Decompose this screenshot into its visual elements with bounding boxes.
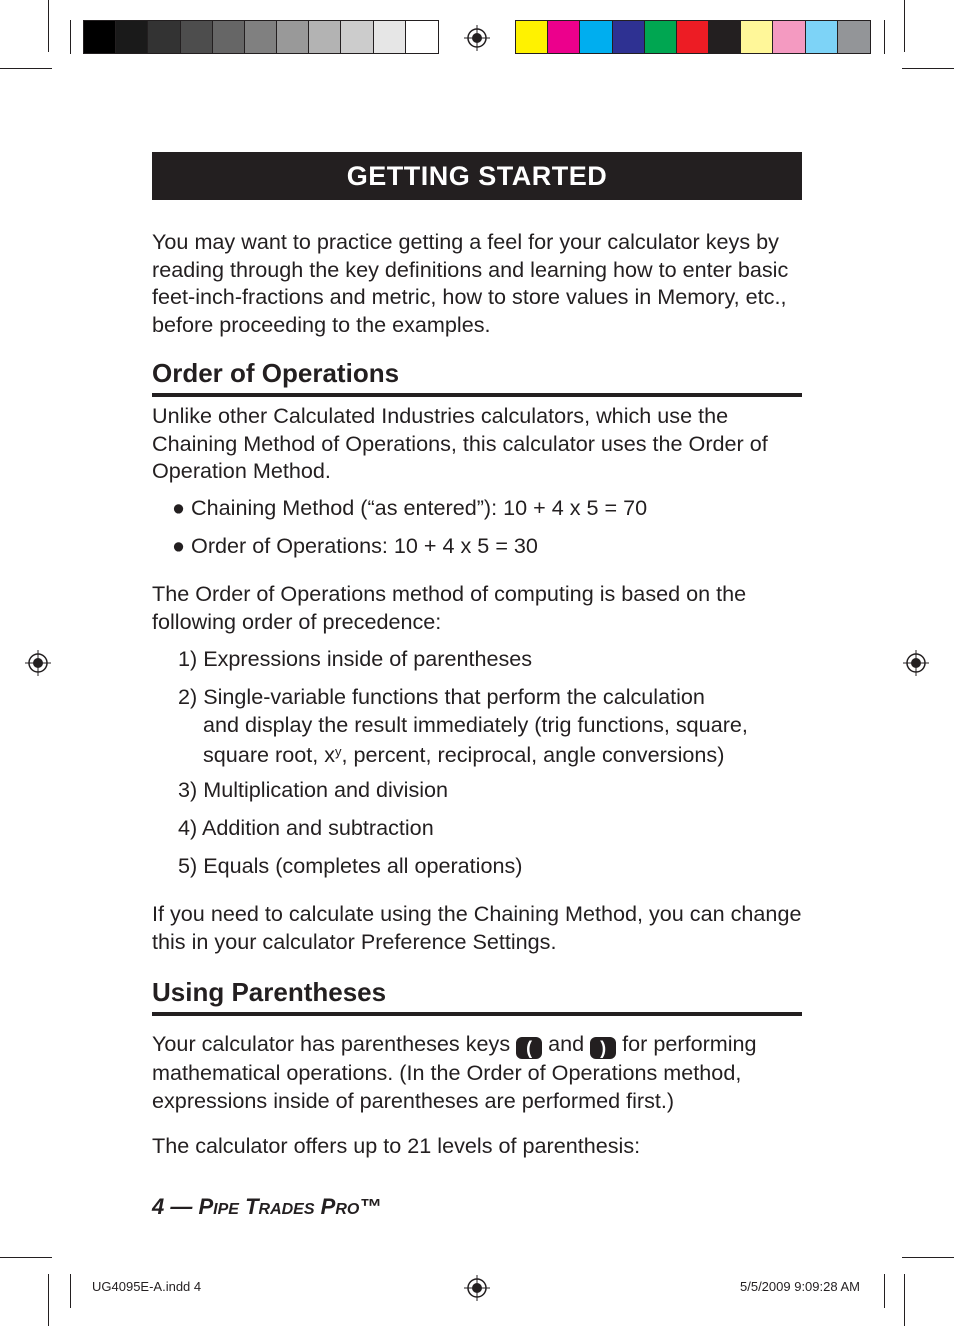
color-swatch: [838, 21, 870, 53]
section-banner: [152, 152, 802, 200]
precedence-item-5: 5) Equals (completes all operations): [178, 853, 523, 878]
crop-mark: [70, 20, 71, 54]
crop-mark: [0, 1257, 52, 1258]
color-swatch: [181, 21, 213, 53]
crop-mark: [70, 1274, 71, 1308]
precedence-item-4: 4) Addition and subtraction: [178, 815, 434, 840]
color-swatch: [309, 21, 341, 53]
color-swatch: [84, 21, 116, 53]
color-swatch: [213, 21, 245, 53]
open-paren-key-icon: (: [516, 1037, 542, 1059]
color-swatch: [709, 21, 741, 53]
parentheses-paragraph-2: The calculator offers up to 21 levels of parenthesis:: [152, 1133, 641, 1158]
using-parentheses-heading: Using Parentheses: [152, 977, 802, 1016]
bullet-order: ● Order of Operations: 10 + 4 x 5 = 30: [172, 533, 538, 558]
banner-title: GETTING STARTED: [346, 160, 608, 191]
color-swatch: [406, 21, 438, 53]
precedence-item-1: 1) Expressions inside of parentheses: [178, 646, 533, 671]
intro-paragraph: You may want to practice getting a feel for your calculator keys by reading through the key definitions and learning how to enter basic feet-inch-fractions and metric, how to store values in Memory, etc., before proceeding to the examples.: [152, 229, 789, 337]
crop-mark: [902, 1257, 954, 1258]
bullet-chaining: ● Chaining Method (“as entered”): 10 + 4 x 5 = 70: [172, 495, 648, 520]
color-swatch: [806, 21, 838, 53]
crop-mark: [48, 0, 49, 52]
precedence-item-3: 3) Multiplication and division: [178, 777, 449, 802]
color-swatch: [374, 21, 406, 53]
crop-mark: [884, 1274, 885, 1308]
color-bar: [515, 20, 871, 54]
grayscale-bar: [83, 20, 439, 54]
color-swatch: [148, 21, 180, 53]
color-swatch: [341, 21, 373, 53]
color-swatch: [741, 21, 773, 53]
slug-timestamp: 5/5/2009 9:09:28 AM: [740, 1279, 860, 1294]
color-swatch: [245, 21, 277, 53]
color-swatch: [116, 21, 148, 53]
crop-mark: [48, 1274, 49, 1326]
crop-mark: [904, 0, 905, 52]
color-swatch: [773, 21, 805, 53]
parentheses-paragraph-1: Your calculator has parentheses keys ( and ) for performing mathematical operations. (In the Order of Operations method, expressions inside of parentheses are performed first.): [152, 1031, 757, 1113]
color-swatch: [516, 21, 548, 53]
precedence-item-2: 2) Single-variable functions that perform the calculation and display the result immediately (trig functions, square, square root, $x^y$, percent, reciprocal, angle conversions): [178, 684, 748, 767]
registration-mark-icon: [25, 650, 51, 676]
close-paren-key-icon: ): [590, 1037, 616, 1059]
registration-mark-icon: [464, 25, 490, 51]
crop-mark: [902, 68, 954, 69]
crop-mark: [884, 20, 885, 54]
color-swatch: [548, 21, 580, 53]
color-swatch: [645, 21, 677, 53]
registration-mark-icon: [903, 650, 929, 676]
order-paragraph-2: The Order of Operations method of computing is based on the following order of precedence:: [152, 581, 747, 634]
color-swatch: [677, 21, 709, 53]
color-swatch: [613, 21, 645, 53]
order-paragraph-1: Unlike other Calculated Industries calculators, which use the Chaining Method of Operations, this calculator uses the Order of Operation Method.: [152, 403, 768, 483]
order-paragraph-3: If you need to calculate using the Chaining Method, you can change this in your calculator Preference Settings.: [152, 901, 802, 954]
color-swatch: [580, 21, 612, 53]
crop-mark: [904, 1274, 905, 1326]
registration-mark-icon: [464, 1275, 490, 1301]
crop-mark: [0, 68, 52, 69]
page-footer: 4 — PIPE TRADES PRO™: [152, 1194, 382, 1219]
order-of-operations-heading: Order of Operations: [152, 358, 802, 397]
color-swatch: [277, 21, 309, 53]
slug-filename: UG4095E-A.indd 4: [92, 1279, 202, 1294]
